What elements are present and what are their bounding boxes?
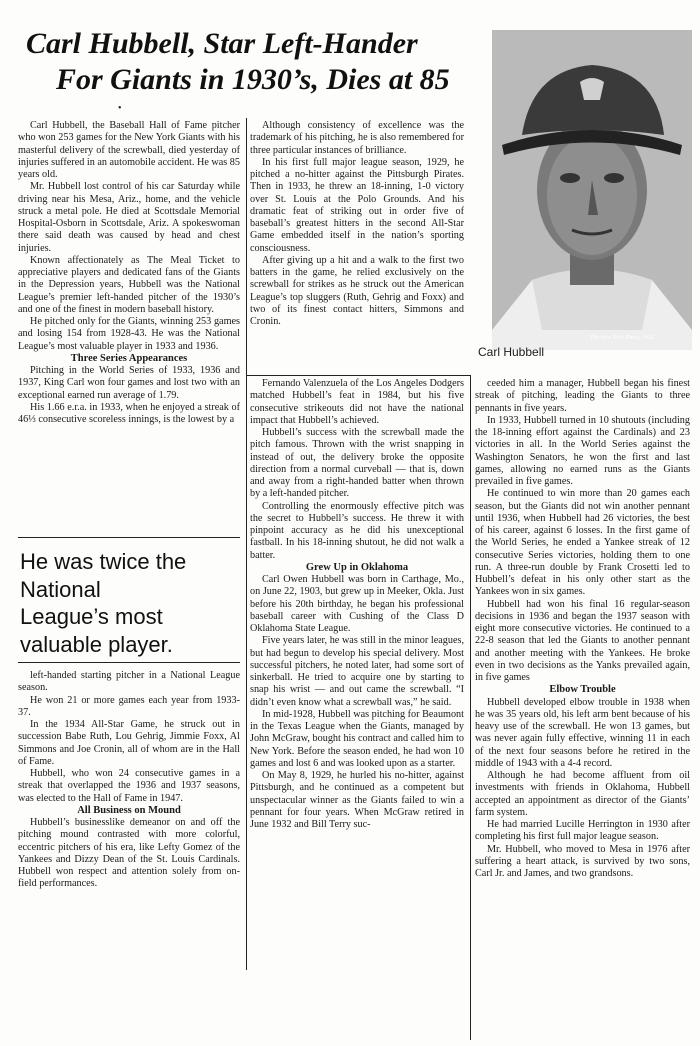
pull-quote-line: He was twice the bbox=[20, 549, 187, 574]
column-rule bbox=[470, 375, 471, 1040]
paragraph: Mr. Hubbell lost control of his car Saturday while driving near his Mesa, Ariz., home, and the vehicle struck a metal pole. He died at Scottsdale Memorial Hospital-Osborn in Scottsdale, Ariz. A spokeswoman there said death was caused by head and chest injuries. bbox=[18, 181, 240, 254]
paragraph: He continued to win more than 20 games each season, but the Giants did not win another pennant until 1936, when Hubbell had 26 victories, the best of his career, against 6 losses. In the first game of the World Series, he ended a Yankee streak of 12 consecutive Series victories, holding them to one run. A three-run double by Frank Crosetti led to Hubbell’s defeat in his only other start as the Yankees won in six games. bbox=[475, 488, 690, 598]
paragraph: Carl Hubbell, the Baseball Hall of Fame pitcher who won 253 games for the New York Giants with his masterful delivery of the screwball, died yesterday of injuries suffered in an automobile accident. He was 85 years old. bbox=[18, 120, 240, 180]
paragraph: On May 8, 1929, he hurled his no-hitter, against Pittsburgh, and he continued as a competent but unspectacular winner as the Giants failed to win a pennant for four years. When McGraw retired in June 1932 and Bill Terry suc- bbox=[250, 770, 464, 830]
paragraph: He won 21 or more games each year from 1933-37. bbox=[18, 694, 240, 718]
headline-line-2: For Giants in 1930’s, Dies at 85 bbox=[56, 63, 450, 96]
paragraph: Five years later, he was still in the minor leagues, but had begun to develop his special delivery. Most successful pitchers, he noted later, had some sort of sinkerball. He tried to acquire one by starting to snap his wrist — and out came the screwball. “I didn’t even know what a screwball was,” he said. bbox=[250, 635, 464, 708]
headline bbox=[18, 26, 496, 98]
column-3 bbox=[475, 378, 690, 880]
subheading: Grew Up in Oklahoma bbox=[305, 561, 409, 573]
column-rule bbox=[246, 118, 247, 970]
paragraph: His 1.66 e.r.a. in 1933, when he enjoyed a streak of 46⅓ consecutive scoreless innings, is the lowest by a bbox=[18, 401, 240, 425]
paragraph: Controlling the enormously effective pitch was the secret to Hubbell’s success. He threw it with pinpoint accuracy as he did his unexceptional fastball. In his 18-inning shutout, he did not walk a batter. bbox=[250, 500, 464, 561]
column-rule bbox=[247, 375, 470, 376]
paragraph: Fernando Valenzuela of the Los Angeles Dodgers matched Hubbell’s feat in 1984, but his five consecutive strikeouts did not have the national impact that Hubbell’s achieved. bbox=[250, 378, 464, 426]
paragraph: Pitching in the World Series of 1933, 1936 and 1937, King Carl won four games and lost two with an exceptional earned run average of 1.79. bbox=[18, 365, 240, 401]
paragraph: In the 1934 All-Star Game, he struck out in succession Babe Ruth, Lou Gehrig, Jimmie Foxx, Al Simmons and Joe Cronin, all of whom are in the Hall of Fame. bbox=[18, 719, 240, 767]
paragraph: Hubbell’s success with the screwball made the pitch famous. Thrown with the wrist snapping in instead of out, the delivery broke the opposite direction from a normal curveball — that is, down and away from a right-handed batter when thrown by a left-handed pitcher. bbox=[250, 427, 464, 500]
pull-quote-line: National bbox=[20, 576, 101, 602]
subheading: Three Series Appearances bbox=[70, 352, 188, 364]
column-1-bottom bbox=[18, 670, 240, 891]
paragraph: Known affectionately as The Meal Ticket to appreciative players and dedicated fans of the Giants in the Depression years, Hubbell was the National League’s premier left-handed pitcher of the 1930’s and one of the finest in modern baseball history. bbox=[18, 254, 240, 315]
column-2-top bbox=[250, 120, 464, 328]
paragraph: Hubbell’s businesslike demeanor on and off the pitching mound contrasted with more colorful, eccentric pitchers of his era, like Lefty Gomez of the Yankees and Dizzy Dean of the St. Louis Cardinals. Hubbell won respect and attention solely from on-field performances. bbox=[18, 817, 240, 890]
paragraph: In mid-1928, Hubbell was pitching for Beaumont in the Texas League when the Giants, managed by John McGraw, bought his contract and called him to New York. Before the season ended, he had won 10 games and lost 6 and was looked upon as a starter. bbox=[250, 708, 464, 769]
column-1-top bbox=[18, 120, 240, 426]
paragraph: Although he had become affluent from oil investments with friends in Oklahoma, Hubbell accepted an appointment as director of the Giants’ farm system. bbox=[475, 770, 690, 818]
pull-quote-rule-top bbox=[18, 537, 240, 538]
headline-line-1: Carl Hubbell, Star Left-Hander bbox=[26, 27, 418, 60]
portrait-photo bbox=[492, 30, 692, 350]
paragraph: After giving up a hit and a walk to the first two batters in the game, he relied exclusively on the screwball for strikes as he struck out the American League’s top sluggers (Ruth, Gehrig and Foxx) and two of its finest contact hitters, Simmons and Cronin. bbox=[250, 254, 464, 327]
subheading: Elbow Trouble bbox=[549, 684, 616, 696]
pull-quote bbox=[20, 548, 240, 658]
paragraph: left-handed starting pitcher in a National League season. bbox=[18, 670, 240, 694]
pull-quote-line: valuable player. bbox=[20, 631, 173, 657]
photo-credit: The New York Times, 1933 bbox=[590, 335, 654, 341]
paragraph: ceeded him a manager, Hubbell began his finest streak of pitching, leading the Giants to three pennants in five years. bbox=[475, 378, 690, 414]
column-2-bottom bbox=[250, 378, 464, 831]
paragraph: In 1933, Hubbell turned in 10 shutouts (including the 18-inning effort against the Cardinals) and 23 victories in all. In the World Series against the Washington Senators, he won the first and last games, allowing no earned runs as the Giants prevailed in five games. bbox=[475, 414, 690, 487]
subheading: All Business on Mound bbox=[77, 804, 181, 816]
photo-caption: Carl Hubbell bbox=[478, 345, 545, 359]
paragraph: Mr. Hubbell, who moved to Mesa in 1976 after suffering a heart attack, is survived by two sons, Carl Jr. and James, and two grandsons. bbox=[475, 843, 690, 879]
paragraph: He had married Lucille Herrington in 1930 after completing his first full major league season. bbox=[475, 819, 690, 843]
portrait-illustration bbox=[492, 30, 692, 350]
paragraph: Hubbell developed elbow trouble in 1938 when he was 35 years old, his left arm bent because of his heavy use of the screwball. He won 13 games, but was never again fully effective, winning 11 in each of the next four seasons before he retired in the middle of 1943 with a 4-4 record. bbox=[475, 696, 690, 769]
paragraph: Carl Owen Hubbell was born in Carthage, Mo., on June 22, 1903, but grew up in Meeker, Okla. Just before his 20th birthday, he began his professional baseball career with Cushing of the Class D Oklahoma State League. bbox=[250, 574, 464, 634]
paragraph: In his first full major league season, 1929, he pitched a no-hitter against the Pittsburgh Pirates. Then in 1933, he threw an 18-inning, 1-0 victory over St. Louis at the Polo Grounds. And his dramatic feat of striking out in order five of baseball’s greatest hitters in the second All-Star Game embedded itself in the nation’s sporting consciousness. bbox=[250, 156, 464, 254]
paragraph: Hubbell had won his final 16 regular-season decisions in 1936 and began the 1937 season with eight more consecutive victories. He continued to a 22-8 season that led the Giants to another pennant and another meeting with the Yankees. He broke even in two decisions as the Yanks prevailed again, in five games bbox=[475, 598, 690, 683]
paragraph: Hubbell, who won 24 consecutive games in a streak that overlapped the 1936 and 1937 seasons, was elected to the Hall of Fame in 1947. bbox=[18, 768, 240, 804]
pull-quote-rule-bottom bbox=[18, 662, 240, 663]
pull-quote-line: League’s most bbox=[20, 604, 163, 629]
ornament-mark: • bbox=[118, 103, 122, 114]
paragraph: He pitched only for the Giants, winning 253 games and losing 154 from 1928-43. He was the National League’s most valuable player in 1933 and 1936. bbox=[18, 316, 240, 352]
paragraph: Although consistency of excellence was the trademark of his pitching, he is also remembered for three particular instances of brilliance. bbox=[250, 120, 464, 156]
